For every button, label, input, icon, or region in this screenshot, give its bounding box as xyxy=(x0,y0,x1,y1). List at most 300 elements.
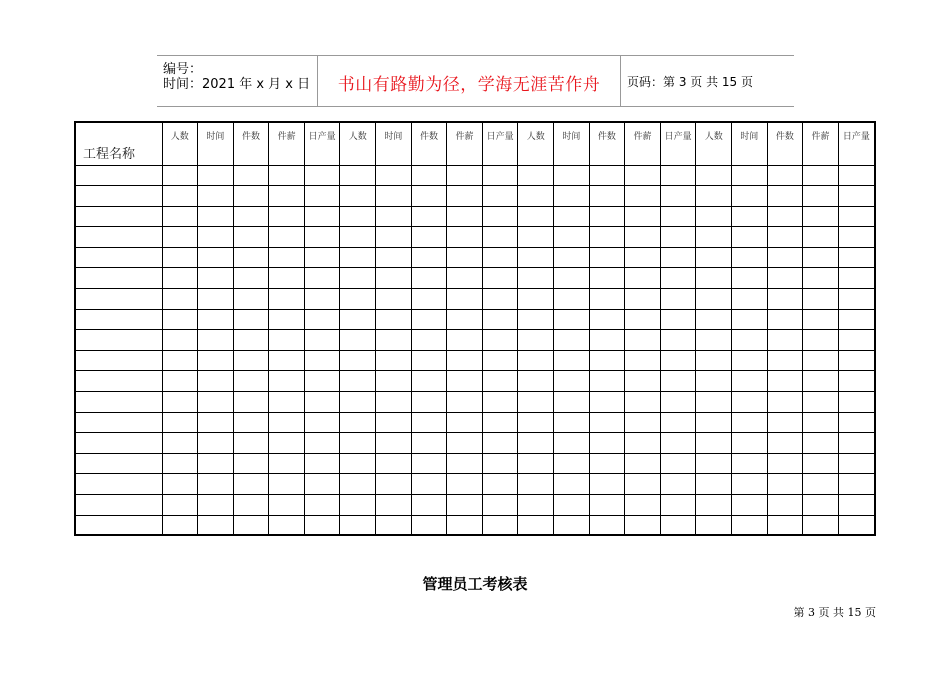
table-cell[interactable] xyxy=(803,330,839,351)
table-cell[interactable] xyxy=(269,330,305,351)
table-cell[interactable] xyxy=(162,433,198,454)
table-cell[interactable] xyxy=(625,412,661,433)
table-cell[interactable] xyxy=(447,433,483,454)
table-cell[interactable] xyxy=(518,330,554,351)
table-cell[interactable] xyxy=(482,392,518,413)
table-cell[interactable] xyxy=(660,165,696,186)
table-cell[interactable] xyxy=(304,433,340,454)
table-cell[interactable] xyxy=(376,247,412,268)
table-cell[interactable] xyxy=(340,309,376,330)
table-cell[interactable] xyxy=(660,247,696,268)
table-cell[interactable] xyxy=(447,247,483,268)
table-cell[interactable] xyxy=(732,165,768,186)
table-cell[interactable] xyxy=(411,495,447,516)
table-cell[interactable] xyxy=(554,289,590,310)
table-cell[interactable] xyxy=(269,165,305,186)
table-cell[interactable] xyxy=(304,227,340,248)
table-cell[interactable] xyxy=(767,453,803,474)
table-cell[interactable] xyxy=(767,433,803,454)
table-cell[interactable] xyxy=(660,206,696,227)
table-cell[interactable] xyxy=(625,289,661,310)
table-cell[interactable] xyxy=(376,350,412,371)
table-cell[interactable] xyxy=(198,247,234,268)
project-name-cell[interactable] xyxy=(76,330,162,351)
table-cell[interactable] xyxy=(233,227,269,248)
table-cell[interactable] xyxy=(660,186,696,207)
table-cell[interactable] xyxy=(767,227,803,248)
table-cell[interactable] xyxy=(376,186,412,207)
table-cell[interactable] xyxy=(198,392,234,413)
table-cell[interactable] xyxy=(269,186,305,207)
table-cell[interactable] xyxy=(233,371,269,392)
table-cell[interactable] xyxy=(803,206,839,227)
table-cell[interactable] xyxy=(554,247,590,268)
table-cell[interactable] xyxy=(696,515,732,536)
table-cell[interactable] xyxy=(233,515,269,536)
table-cell[interactable] xyxy=(376,433,412,454)
table-cell[interactable] xyxy=(696,350,732,371)
table-cell[interactable] xyxy=(696,392,732,413)
table-cell[interactable] xyxy=(589,289,625,310)
table-cell[interactable] xyxy=(732,330,768,351)
table-cell[interactable] xyxy=(732,227,768,248)
table-cell[interactable] xyxy=(162,350,198,371)
table-cell[interactable] xyxy=(732,268,768,289)
table-cell[interactable] xyxy=(198,474,234,495)
table-cell[interactable] xyxy=(625,453,661,474)
table-cell[interactable] xyxy=(696,289,732,310)
table-cell[interactable] xyxy=(625,433,661,454)
table-cell[interactable] xyxy=(838,412,874,433)
table-cell[interactable] xyxy=(162,330,198,351)
table-cell[interactable] xyxy=(376,453,412,474)
table-cell[interactable] xyxy=(198,186,234,207)
table-cell[interactable] xyxy=(376,268,412,289)
table-cell[interactable] xyxy=(233,247,269,268)
table-cell[interactable] xyxy=(269,227,305,248)
table-cell[interactable] xyxy=(340,474,376,495)
table-cell[interactable] xyxy=(660,495,696,516)
table-cell[interactable] xyxy=(482,515,518,536)
table-cell[interactable] xyxy=(162,474,198,495)
table-cell[interactable] xyxy=(696,165,732,186)
table-cell[interactable] xyxy=(340,453,376,474)
project-name-cell[interactable] xyxy=(76,474,162,495)
table-cell[interactable] xyxy=(554,392,590,413)
table-cell[interactable] xyxy=(625,515,661,536)
table-cell[interactable] xyxy=(162,515,198,536)
table-cell[interactable] xyxy=(838,247,874,268)
table-cell[interactable] xyxy=(589,247,625,268)
table-cell[interactable] xyxy=(625,392,661,413)
table-cell[interactable] xyxy=(838,330,874,351)
table-cell[interactable] xyxy=(198,453,234,474)
table-cell[interactable] xyxy=(162,289,198,310)
table-cell[interactable] xyxy=(340,206,376,227)
table-cell[interactable] xyxy=(340,289,376,310)
table-cell[interactable] xyxy=(269,309,305,330)
table-cell[interactable] xyxy=(518,227,554,248)
table-cell[interactable] xyxy=(660,330,696,351)
table-cell[interactable] xyxy=(304,371,340,392)
table-cell[interactable] xyxy=(411,268,447,289)
table-cell[interactable] xyxy=(838,268,874,289)
table-cell[interactable] xyxy=(482,227,518,248)
table-cell[interactable] xyxy=(554,453,590,474)
table-cell[interactable] xyxy=(447,412,483,433)
project-name-cell[interactable] xyxy=(76,350,162,371)
table-cell[interactable] xyxy=(304,392,340,413)
table-cell[interactable] xyxy=(696,268,732,289)
table-cell[interactable] xyxy=(482,289,518,310)
table-cell[interactable] xyxy=(233,289,269,310)
table-cell[interactable] xyxy=(411,453,447,474)
table-cell[interactable] xyxy=(411,474,447,495)
table-cell[interactable] xyxy=(660,371,696,392)
table-cell[interactable] xyxy=(554,515,590,536)
table-cell[interactable] xyxy=(767,247,803,268)
table-cell[interactable] xyxy=(340,227,376,248)
table-cell[interactable] xyxy=(589,515,625,536)
table-cell[interactable] xyxy=(411,227,447,248)
table-cell[interactable] xyxy=(447,268,483,289)
table-cell[interactable] xyxy=(625,474,661,495)
table-cell[interactable] xyxy=(767,392,803,413)
table-cell[interactable] xyxy=(554,412,590,433)
table-cell[interactable] xyxy=(233,495,269,516)
table-cell[interactable] xyxy=(589,392,625,413)
table-cell[interactable] xyxy=(376,392,412,413)
table-cell[interactable] xyxy=(269,515,305,536)
table-cell[interactable] xyxy=(411,392,447,413)
table-cell[interactable] xyxy=(411,186,447,207)
table-cell[interactable] xyxy=(482,186,518,207)
table-cell[interactable] xyxy=(518,371,554,392)
table-cell[interactable] xyxy=(838,392,874,413)
table-cell[interactable] xyxy=(482,309,518,330)
table-cell[interactable] xyxy=(162,412,198,433)
table-cell[interactable] xyxy=(198,495,234,516)
table-cell[interactable] xyxy=(304,247,340,268)
table-cell[interactable] xyxy=(233,433,269,454)
table-cell[interactable] xyxy=(447,206,483,227)
table-cell[interactable] xyxy=(304,515,340,536)
table-cell[interactable] xyxy=(589,453,625,474)
table-cell[interactable] xyxy=(233,453,269,474)
table-cell[interactable] xyxy=(482,371,518,392)
table-cell[interactable] xyxy=(589,268,625,289)
table-cell[interactable] xyxy=(304,309,340,330)
table-cell[interactable] xyxy=(696,371,732,392)
table-cell[interactable] xyxy=(304,186,340,207)
table-cell[interactable] xyxy=(660,392,696,413)
project-name-cell[interactable] xyxy=(76,453,162,474)
table-cell[interactable] xyxy=(554,330,590,351)
table-cell[interactable] xyxy=(767,206,803,227)
table-cell[interactable] xyxy=(482,474,518,495)
table-cell[interactable] xyxy=(482,350,518,371)
table-cell[interactable] xyxy=(660,433,696,454)
table-cell[interactable] xyxy=(269,206,305,227)
table-cell[interactable] xyxy=(554,350,590,371)
table-cell[interactable] xyxy=(554,268,590,289)
table-cell[interactable] xyxy=(411,165,447,186)
table-cell[interactable] xyxy=(803,392,839,413)
table-cell[interactable] xyxy=(447,165,483,186)
table-cell[interactable] xyxy=(589,330,625,351)
table-cell[interactable] xyxy=(518,350,554,371)
table-cell[interactable] xyxy=(554,227,590,248)
project-name-cell[interactable] xyxy=(76,309,162,330)
table-cell[interactable] xyxy=(803,474,839,495)
table-cell[interactable] xyxy=(803,371,839,392)
table-cell[interactable] xyxy=(376,412,412,433)
table-cell[interactable] xyxy=(518,247,554,268)
table-cell[interactable] xyxy=(162,392,198,413)
table-cell[interactable] xyxy=(304,453,340,474)
table-cell[interactable] xyxy=(269,433,305,454)
table-cell[interactable] xyxy=(518,289,554,310)
table-cell[interactable] xyxy=(376,495,412,516)
table-cell[interactable] xyxy=(340,371,376,392)
table-cell[interactable] xyxy=(447,371,483,392)
table-cell[interactable] xyxy=(554,206,590,227)
table-cell[interactable] xyxy=(411,206,447,227)
table-cell[interactable] xyxy=(518,474,554,495)
table-cell[interactable] xyxy=(340,433,376,454)
table-cell[interactable] xyxy=(554,165,590,186)
table-cell[interactable] xyxy=(732,350,768,371)
table-cell[interactable] xyxy=(660,268,696,289)
table-cell[interactable] xyxy=(233,268,269,289)
project-name-cell[interactable] xyxy=(76,495,162,516)
table-cell[interactable] xyxy=(198,412,234,433)
table-cell[interactable] xyxy=(767,350,803,371)
table-cell[interactable] xyxy=(732,309,768,330)
table-cell[interactable] xyxy=(233,350,269,371)
project-name-cell[interactable] xyxy=(76,186,162,207)
table-cell[interactable] xyxy=(589,350,625,371)
table-cell[interactable] xyxy=(838,227,874,248)
table-cell[interactable] xyxy=(340,165,376,186)
table-cell[interactable] xyxy=(767,412,803,433)
table-cell[interactable] xyxy=(304,268,340,289)
table-cell[interactable] xyxy=(589,412,625,433)
table-cell[interactable] xyxy=(162,495,198,516)
table-cell[interactable] xyxy=(732,412,768,433)
table-cell[interactable] xyxy=(376,289,412,310)
table-cell[interactable] xyxy=(767,268,803,289)
table-cell[interactable] xyxy=(838,495,874,516)
table-cell[interactable] xyxy=(269,392,305,413)
table-cell[interactable] xyxy=(625,350,661,371)
table-cell[interactable] xyxy=(411,350,447,371)
table-cell[interactable] xyxy=(554,371,590,392)
table-cell[interactable] xyxy=(625,495,661,516)
project-name-cell[interactable] xyxy=(76,412,162,433)
table-cell[interactable] xyxy=(518,268,554,289)
table-cell[interactable] xyxy=(411,247,447,268)
table-cell[interactable] xyxy=(447,474,483,495)
table-cell[interactable] xyxy=(803,495,839,516)
table-cell[interactable] xyxy=(696,186,732,207)
table-cell[interactable] xyxy=(803,433,839,454)
table-cell[interactable] xyxy=(518,412,554,433)
table-cell[interactable] xyxy=(767,186,803,207)
table-cell[interactable] xyxy=(803,309,839,330)
table-cell[interactable] xyxy=(198,165,234,186)
table-cell[interactable] xyxy=(660,453,696,474)
table-cell[interactable] xyxy=(447,309,483,330)
table-cell[interactable] xyxy=(340,247,376,268)
table-cell[interactable] xyxy=(304,206,340,227)
table-cell[interactable] xyxy=(447,289,483,310)
project-name-cell[interactable] xyxy=(76,289,162,310)
table-cell[interactable] xyxy=(162,453,198,474)
table-cell[interactable] xyxy=(162,247,198,268)
table-cell[interactable] xyxy=(803,515,839,536)
table-cell[interactable] xyxy=(411,309,447,330)
table-cell[interactable] xyxy=(554,433,590,454)
table-cell[interactable] xyxy=(696,474,732,495)
table-cell[interactable] xyxy=(732,453,768,474)
table-cell[interactable] xyxy=(589,309,625,330)
table-cell[interactable] xyxy=(767,165,803,186)
table-cell[interactable] xyxy=(198,206,234,227)
table-cell[interactable] xyxy=(732,433,768,454)
table-cell[interactable] xyxy=(411,515,447,536)
table-cell[interactable] xyxy=(233,392,269,413)
table-cell[interactable] xyxy=(696,227,732,248)
table-cell[interactable] xyxy=(696,412,732,433)
table-cell[interactable] xyxy=(233,206,269,227)
table-cell[interactable] xyxy=(660,412,696,433)
table-cell[interactable] xyxy=(554,309,590,330)
table-cell[interactable] xyxy=(447,392,483,413)
table-cell[interactable] xyxy=(589,186,625,207)
table-cell[interactable] xyxy=(340,268,376,289)
table-cell[interactable] xyxy=(732,515,768,536)
table-cell[interactable] xyxy=(411,433,447,454)
table-cell[interactable] xyxy=(838,289,874,310)
table-cell[interactable] xyxy=(625,330,661,351)
table-cell[interactable] xyxy=(803,165,839,186)
table-cell[interactable] xyxy=(340,515,376,536)
project-name-cell[interactable] xyxy=(76,227,162,248)
table-cell[interactable] xyxy=(376,206,412,227)
table-cell[interactable] xyxy=(269,453,305,474)
table-cell[interactable] xyxy=(696,330,732,351)
table-cell[interactable] xyxy=(518,392,554,413)
table-cell[interactable] xyxy=(518,309,554,330)
table-cell[interactable] xyxy=(803,412,839,433)
table-cell[interactable] xyxy=(518,495,554,516)
table-cell[interactable] xyxy=(518,433,554,454)
table-cell[interactable] xyxy=(269,412,305,433)
table-cell[interactable] xyxy=(625,206,661,227)
table-cell[interactable] xyxy=(803,289,839,310)
table-cell[interactable] xyxy=(269,268,305,289)
table-cell[interactable] xyxy=(447,330,483,351)
table-cell[interactable] xyxy=(696,247,732,268)
table-cell[interactable] xyxy=(767,289,803,310)
table-cell[interactable] xyxy=(482,453,518,474)
table-cell[interactable] xyxy=(269,289,305,310)
table-cell[interactable] xyxy=(732,474,768,495)
table-cell[interactable] xyxy=(625,268,661,289)
table-cell[interactable] xyxy=(162,371,198,392)
table-cell[interactable] xyxy=(625,371,661,392)
table-cell[interactable] xyxy=(198,371,234,392)
table-cell[interactable] xyxy=(589,165,625,186)
table-cell[interactable] xyxy=(554,474,590,495)
table-cell[interactable] xyxy=(838,433,874,454)
table-cell[interactable] xyxy=(447,350,483,371)
table-cell[interactable] xyxy=(625,165,661,186)
project-name-cell[interactable] xyxy=(76,206,162,227)
table-cell[interactable] xyxy=(838,371,874,392)
table-cell[interactable] xyxy=(660,289,696,310)
table-cell[interactable] xyxy=(376,515,412,536)
table-cell[interactable] xyxy=(660,474,696,495)
table-cell[interactable] xyxy=(269,371,305,392)
table-cell[interactable] xyxy=(411,412,447,433)
table-cell[interactable] xyxy=(482,330,518,351)
table-cell[interactable] xyxy=(447,515,483,536)
table-cell[interactable] xyxy=(838,515,874,536)
table-cell[interactable] xyxy=(447,495,483,516)
table-cell[interactable] xyxy=(376,309,412,330)
table-cell[interactable] xyxy=(340,186,376,207)
table-cell[interactable] xyxy=(767,371,803,392)
table-cell[interactable] xyxy=(198,309,234,330)
table-cell[interactable] xyxy=(732,186,768,207)
table-cell[interactable] xyxy=(803,350,839,371)
table-cell[interactable] xyxy=(233,186,269,207)
table-cell[interactable] xyxy=(198,289,234,310)
table-cell[interactable] xyxy=(732,289,768,310)
table-cell[interactable] xyxy=(162,227,198,248)
table-cell[interactable] xyxy=(162,268,198,289)
table-cell[interactable] xyxy=(518,186,554,207)
table-cell[interactable] xyxy=(803,186,839,207)
table-cell[interactable] xyxy=(625,247,661,268)
table-cell[interactable] xyxy=(732,371,768,392)
table-cell[interactable] xyxy=(732,392,768,413)
table-cell[interactable] xyxy=(198,330,234,351)
table-cell[interactable] xyxy=(589,495,625,516)
table-cell[interactable] xyxy=(482,433,518,454)
table-cell[interactable] xyxy=(518,165,554,186)
table-cell[interactable] xyxy=(340,412,376,433)
table-cell[interactable] xyxy=(803,453,839,474)
project-name-cell[interactable] xyxy=(76,433,162,454)
table-cell[interactable] xyxy=(482,412,518,433)
table-cell[interactable] xyxy=(589,206,625,227)
table-cell[interactable] xyxy=(625,309,661,330)
table-cell[interactable] xyxy=(660,309,696,330)
table-cell[interactable] xyxy=(162,165,198,186)
table-cell[interactable] xyxy=(198,268,234,289)
table-cell[interactable] xyxy=(554,186,590,207)
table-cell[interactable] xyxy=(411,330,447,351)
table-cell[interactable] xyxy=(625,186,661,207)
table-cell[interactable] xyxy=(376,227,412,248)
table-cell[interactable] xyxy=(340,392,376,413)
table-cell[interactable] xyxy=(233,165,269,186)
table-cell[interactable] xyxy=(482,495,518,516)
table-cell[interactable] xyxy=(162,186,198,207)
